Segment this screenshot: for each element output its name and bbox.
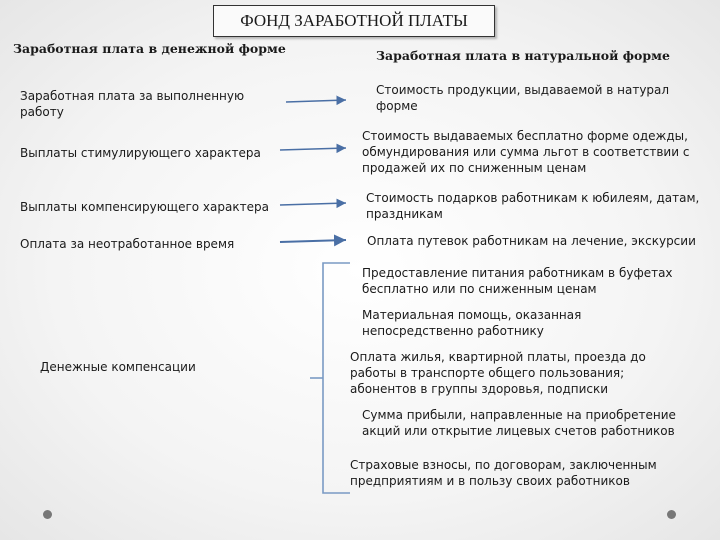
left-item-2: Выплаты стимулирующего характера <box>20 146 261 160</box>
right-item-4: Оплата путевок работникам на лечение, экскурсии <box>367 234 696 248</box>
left-item-3: Выплаты компенсирующего характера <box>20 200 269 214</box>
right-item-6 <box>362 307 581 339</box>
left-header: Заработная плата в денежной форме <box>13 41 286 56</box>
right-item-2-line1: Стоимость выдаваемых бесплатно форме одежды, <box>362 129 688 143</box>
right-item-2 <box>362 128 689 176</box>
left-item-1-line2: работу <box>20 105 64 119</box>
right-item-5 <box>362 265 673 297</box>
bracket-line <box>323 263 350 493</box>
right-item-1 <box>376 82 669 114</box>
right-item-1-line2: форме <box>376 99 418 113</box>
arrow-2 <box>280 148 346 150</box>
left-item-4: Оплата за неотработанное время <box>20 237 235 251</box>
right-item-6-line1: Материальная помощь, оказанная <box>362 308 582 322</box>
right-item-6-line2: непосредственно работнику <box>362 324 544 338</box>
right-item-3 <box>366 190 699 222</box>
right-item-2-line2: обмундирования или сумма льгот в соответствии с <box>362 145 690 159</box>
arrow-4 <box>280 240 346 242</box>
right-item-2-line3: продажей их по сниженным ценам <box>362 161 587 175</box>
right-item-9-line1: Страховые взносы, по договорам, заключенным <box>350 458 657 472</box>
right-item-8-line1: Сумма прибыли, направленные на приобретение <box>362 408 676 422</box>
right-item-8 <box>362 407 676 439</box>
right-item-7-line3: абонентов в группы здоровья, подписки <box>350 382 609 396</box>
right-item-1-line1: Стоимость продукции, выдаваемой в натурал <box>376 83 670 97</box>
slide-dot-left <box>43 510 52 519</box>
title-text: ФОНД ЗАРАБОТНОЙ ПЛАТЫ <box>240 11 468 30</box>
right-item-5-line2: бесплатно или по сниженным ценам <box>362 282 597 296</box>
left-item-1 <box>20 88 244 120</box>
slide-dot-right <box>667 510 676 519</box>
right-item-7-line1: Оплата жилья, квартирной платы, проезда до <box>350 350 646 364</box>
right-item-3-line2: праздникам <box>366 207 443 221</box>
left-item-1-line1: Заработная плата за выполненную <box>20 89 245 103</box>
arrow-3 <box>280 203 346 205</box>
right-item-3-line1: Стоимость подарков работникам к юбилеям, датам, <box>366 191 700 205</box>
right-item-7-line2: работы в транспорте общего пользования; <box>350 366 625 380</box>
right-header: Заработная плата в натуральной форме <box>376 48 670 63</box>
page-title <box>213 5 495 37</box>
right-item-9 <box>350 457 657 489</box>
left-item-5: Денежные компенсации <box>40 360 196 374</box>
right-item-7 <box>350 349 646 397</box>
right-item-8-line2: акций или открытие лицевых счетов работников <box>362 424 675 438</box>
arrow-1 <box>286 100 346 102</box>
right-item-5-line1: Предоставление питания работникам в буфетах <box>362 266 673 280</box>
right-item-9-line2: предприятиям и в пользу своих работников <box>350 474 630 488</box>
